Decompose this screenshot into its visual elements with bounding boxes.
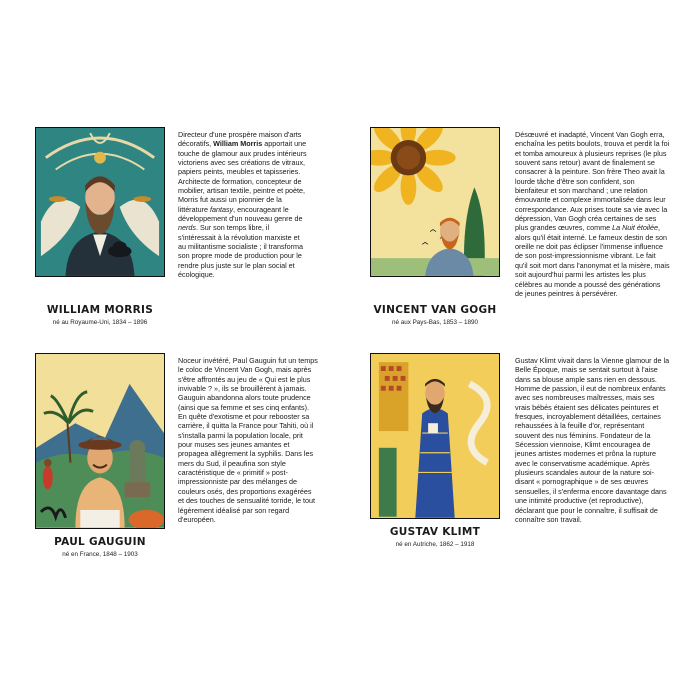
bio-segment: La Nuit étoilée — [612, 223, 659, 233]
artist-birth-vangogh: né aux Pays-Bas, 1853 – 1890 — [391, 319, 479, 326]
artist-birth-morris: né au Royaume-Uni, 1834 – 1896 — [52, 319, 148, 326]
bio-segment: Noceur invétéré, Paul Gauguin fut un temps le coloc de Vincent Van Gogh, mais après s'être affrontés au jeu de « Qui est le plus invivable ? », ils se brouillèrent à jamais. Gauguin abandonna alors toute prudence (ainsi que sa femme et ses cinq enfants). En quête d'exotisme et pour rebooster sa carrière, il quitta la France pour Tahiti, où il s'installa parmi la population locale, prit pour muses ses jeunes amantes et propagea allègrement la syphilis. Dans les mers du Sud, il peaufina son style caractéristique de « primitif » post-impressionniste par des mélanges de couleurs osés, des proportions exagérées et des touches de sensualité torride, le tout légèrement idéalisé par son regard d'européen. — [178, 356, 318, 524]
bio-segment: nerds — [178, 223, 196, 233]
portrait-illustration-vangogh — [370, 127, 500, 277]
artist-name-vangogh: VINCENT VAN GOGH — [373, 304, 497, 316]
artist-name-gauguin: PAUL GAUGUIN — [54, 536, 146, 548]
klimt-portrait-art — [371, 354, 499, 518]
artist-birth-gauguin: né en France, 1848 – 1903 — [62, 551, 138, 558]
portrait-illustration-klimt — [370, 353, 500, 519]
artist-bio-morris — [178, 130, 308, 280]
vangogh-portrait-art — [371, 128, 499, 276]
artist-name-klimt: GUSTAV KLIMT — [389, 526, 481, 538]
bio-segment: Gustav Klimt vivait dans la Vienne glamour de la Belle Époque, mais se sentait surtout à l'aise dans sa blouse ample sans rien en dessous. Homme de passion, il eut de nombreux enfants avec ses nombreuses maîtresses, mais ses vrais bébés étaient ses délicates peintures et fresques, incroyablement détaillées, certaines rehaussées à la feuille d'or, représentant souvent des nus féminins. Fondateur de la Sécession viennoise, Klimt encouragea de jeunes artistes modernes et prôna la rupture avec le conservatisme académique. Après plusieurs scandales autour de la nature soi-disant « pornographique » de ses œuvres sensuelles, il s'enferma encore davantage dans une intimité productive (et reproductive), déclarant que pour le connaître, il suffisait de connaître son travail. — [515, 356, 670, 524]
bio-segment: apportait une touche de glamour aux prudes intérieurs victoriens avec ses créations de vitraux, papiers peints, meubles et tapisseries. Architecte de formation, concepteur de mobilier, artisan textile, peintre et poète, Morris fut aussi un pionnier de la littérature — [178, 139, 307, 214]
artist-name-morris: WILLIAM MORRIS — [46, 304, 154, 316]
bio-segment: William Morris — [213, 139, 263, 149]
bio-segment: , alors qu'il était interné. Le fameux destin de son oreille ne doit pas éclipser l'immense influence de son post-impressionnisme vibrant. Le fait qu'il soit mort dans l'anonymat et la misère, mais soit aujourd'hui parmi les artistes les plus célèbres au monde a poussé des générations de jeunes peintres à persévérer. — [515, 223, 670, 298]
portrait-illustration-morris — [35, 127, 165, 277]
bio-segment: Directeur d'une prospère maison d'arts décoratifs, — [178, 130, 302, 149]
bio-segment: Désœuvré et inadapté, Vincent Van Gogh erra, enchaîna les petits boulots, trouva et perdit la foi et tomba amoureux à plusieurs reprises (le plus souvent sans retour) avant de finalement se consacrer à la peinture. Son frère Theo avait la lourde tâche d'être son confident, son bienfaiteur et son marchand ; une relation émouvante et complexe immortalisée dans leur correspondance. Aux prises toute sa vie avec la dépression, Van Gogh créa certaines de ses plus grandes œuvres, comme — [515, 130, 670, 233]
gauguin-portrait-art — [36, 354, 164, 528]
artist-bio-gauguin — [178, 356, 318, 524]
morris-portrait-art — [36, 128, 164, 276]
bio-segment: , encourageant le développement d'un nouveau genre de — [178, 204, 303, 224]
artist-bio-vangogh — [515, 130, 670, 298]
portrait-illustration-gauguin — [35, 353, 165, 529]
bio-segment: fantasy — [209, 204, 234, 214]
artist-birth-klimt: né en Autriche, 1862 – 1918 — [395, 541, 475, 548]
artist-bio-klimt — [515, 356, 670, 524]
bio-segment: . Sur son temps libre, il s'intéressait à la révolution marxiste et au militantisme socialiste ; il transforma son propre mode de production pour le rendre plus juste sur le plan social et écologique. — [178, 223, 304, 280]
